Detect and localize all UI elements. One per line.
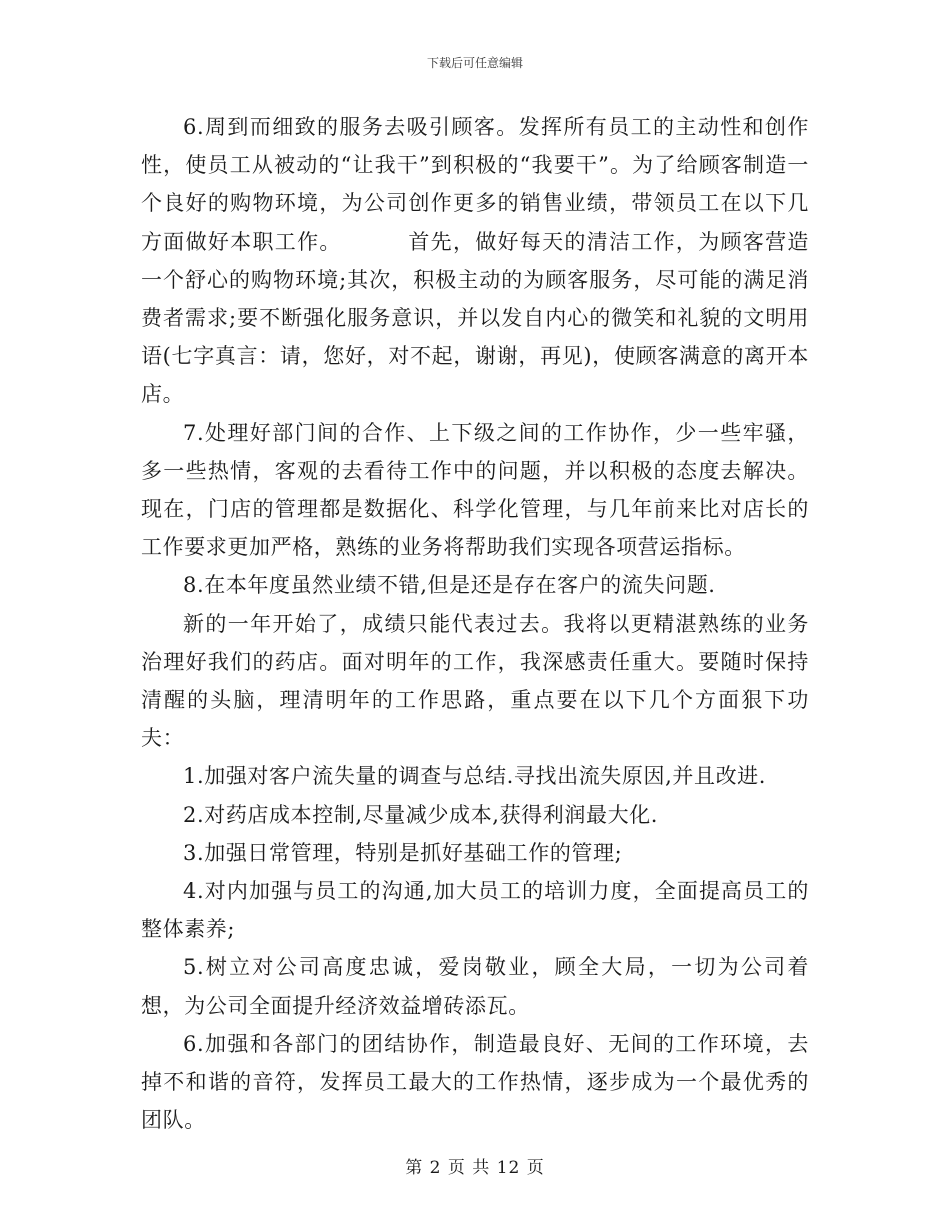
document-body [141, 108, 809, 1139]
list-item: 2.对药店成本控制,尽量减少成本,获得利润最大化. [183, 802, 659, 827]
page-number: 第 2 页 共 12 页 [405, 1158, 545, 1178]
list-item: 6.加强和各部门的团结协作，制造最良好、无间的工作环境，去掉不和谐的音符，发挥员工最大的工作热情，逐步成为一个最优秀的团队。 [141, 1031, 809, 1133]
list-item: 3.加强日常管理，特别是抓好基础工作的管理; [183, 840, 623, 865]
list-item: 5.树立对公司高度忠诚，爱岗敬业，顾全大局，一切为公司着想，为公司全面提升经济效益增砖添瓦。 [141, 955, 809, 1018]
paragraph-cooperation: 7.处理好部门间的合作、上下级之间的工作协作，少一些牢骚，多一些热情，客观的去看待工作中的问题，并以积极的态度去解决。现在，门店的管理都是数据化、科学化管理，与几年前来比对店长的工作要求更加严格，熟练的业务将帮助我们实现各项营运指标。 [141, 420, 809, 560]
list-item: 4.对内加强与员工的沟通,加大员工的培训力度，全面提高员工的整体素养; [141, 879, 809, 942]
list-item: 1.加强对客户流失量的调查与总结.寻找出流失原因,并且改进. [183, 764, 767, 789]
paragraph-new-year: 新的一年开始了，成绩只能代表过去。我将以更精湛熟练的业务治理好我们的药店。面对明年的工作，我深感责任重大。要随时保持清醒的头脑，理清明年的工作思路，重点要在以下几个方面狠下功夫： [141, 611, 809, 751]
paragraph-service [141, 108, 809, 414]
header-note: 下载后可任意编辑 [426, 56, 523, 70]
paragraph-customer-loss: 8.在本年度虽然业绩不错,但是还是存在客户的流失问题. [183, 573, 716, 598]
paragraph-text: 首先，做好每天的清洁工作，为顾客营造一个舒心的购物环境;其次，积极主动的为顾客服务，尽可能的满足消费者需求;要不断强化服务意识，并以发自内心的微笑和礼貌的文明用语(七字真言：请，您好，对不起，谢谢，再见)，使顾客满意的离开本店。 [141, 229, 809, 407]
paragraph-text: 6.周到而细致的服务去吸引顾客。发挥所有员工的主动性和创作性，使员工从被动的“让我干”到积极的“我要干”。为了给顾客制造一个良好的购物环境，为公司创作更多的销售业绩，带领员工在以下几方面做好本职工作。 [141, 115, 809, 254]
